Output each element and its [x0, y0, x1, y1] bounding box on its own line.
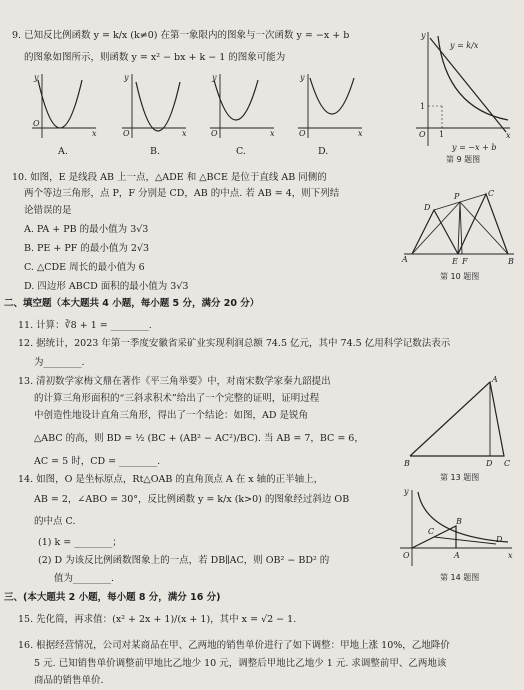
svg-text:B: B	[508, 257, 514, 266]
q13-figure-caption: 第 13 题图	[440, 473, 480, 482]
q12-line2: 为________.	[34, 357, 85, 368]
q16-line2: 5 元. 已知销售单价调整前甲地比乙地少 10 元，调整后甲地比乙地少 1 元. 求调整前甲、乙两地该	[34, 658, 447, 669]
svg-text:x: x	[92, 129, 97, 138]
q14-line2: AB = 2，∠ABO = 30°，反比例函数 y = k/x (k>0) 的图象经过斜边 OB	[34, 494, 350, 505]
svg-text:F: F	[462, 257, 468, 266]
q9-option-c-graph	[208, 70, 278, 142]
q10-option-b[interactable]: B. PE + PF 的最小值为 2√3	[24, 243, 150, 254]
q13-line2: 的计算三角形面积的“三斜求积术”给出了一个完整的证明，证明过程	[34, 393, 320, 404]
svg-text:O: O	[123, 129, 130, 138]
q10-line2: 两个等边三角形，点 P，F 分别是 CD，AB 的中点. 若 AB = 4，则下列结	[24, 188, 340, 199]
q9-fig-x-label: x	[506, 131, 511, 140]
q9-fig-y-label: y	[421, 31, 426, 40]
q9-line2: 的图象如图所示，则函数 y = x² − bx + k − 1 的图象可能为	[24, 52, 286, 63]
svg-text:O: O	[33, 119, 40, 128]
q10-line1: 10. 如图，E 是线段 AB 上一点，△ADE 和 △BCE 是位于直线 AB 同侧的	[12, 172, 327, 183]
q13-line5: AC = 5 时，CD = ________.	[34, 456, 161, 467]
svg-text:P: P	[454, 192, 460, 201]
svg-text:D: D	[486, 459, 493, 468]
q14-figure	[396, 486, 516, 570]
svg-text:x: x	[358, 129, 363, 138]
q10-option-c[interactable]: C. △CDE 周长的最小值为 6	[24, 262, 145, 273]
q13-line3: 中创造性地设计直角三角形，得出了一个结论：如图，AD 是锐角	[34, 410, 308, 421]
svg-text:y: y	[300, 73, 305, 82]
q10-figure	[400, 186, 518, 270]
q13-line4: △ABC 的高，则 BD = ½ (BC + (AB² − AC²)/BC). 当 AB = 7，BC = 6，	[34, 433, 364, 444]
q9-option-d-graph	[296, 70, 366, 142]
q9-option-b-label[interactable]: B.	[150, 146, 161, 157]
section2-title: 二、填空题（本大题共 4 小题，每小题 5 分，满分 20 分）	[4, 298, 260, 309]
svg-text:y: y	[34, 73, 39, 82]
q9-figure-caption: 第 9 题图	[446, 155, 481, 164]
q14-sub2a: (2) D 为该反比例函数图象上的一点，若 DB∥AC，则 OB² − BD² 的	[38, 555, 330, 566]
svg-text:y: y	[212, 73, 217, 82]
q11: 11. 计算：∛8 + 1 = ________.	[18, 320, 152, 331]
section3-title: 三、(本大题共 2 小题，每小题 8 分，满分 16 分)	[4, 592, 221, 603]
svg-text:D: D	[424, 203, 431, 212]
svg-text:C: C	[504, 459, 511, 468]
svg-text:x: x	[270, 129, 275, 138]
q9-fig-hyperbola-label: y = k/x	[450, 41, 479, 50]
q13-figure	[400, 372, 518, 470]
q15: 15. 先化简，再求值：(x² + 2x + 1)/(x + 1)，其中 x = √2 − 1.	[18, 614, 297, 625]
svg-text:D: D	[496, 535, 503, 544]
q16-line3: 商品的销售单价.	[34, 675, 104, 686]
q12-line1: 12. 据统计，2023 年第一季度安徽省采矿业实现利润总额 74.5 亿元，其中 74.5 亿用科学记数法表示	[18, 338, 451, 349]
q9-option-a-label[interactable]: A.	[58, 146, 68, 157]
q10-option-a[interactable]: A. PA + PB 的最小值为 3√3	[24, 224, 149, 235]
svg-text:O: O	[299, 129, 306, 138]
svg-text:C: C	[428, 527, 435, 536]
svg-text:E: E	[452, 257, 458, 266]
q9-figure	[412, 28, 514, 152]
q16-line1: 16. 根据经营情况，公司对某商品在甲、乙两地的销售单价进行了如下调整：甲地上涨 10%，乙地降价	[18, 640, 450, 651]
q9-option-c-label[interactable]: C.	[236, 146, 246, 157]
q9-fig-one-label: 1	[439, 130, 445, 139]
q10-figure-caption: 第 10 题图	[440, 272, 480, 281]
svg-text:1: 1	[420, 102, 426, 111]
q10-line3: 论错误的是	[24, 205, 72, 216]
q14-line1: 14. 如图，O 是坐标原点，Rt△OAB 的直角顶点 A 在 x 轴的正半轴上，	[18, 474, 324, 485]
q14-sub1: (1) k = ________；	[38, 537, 122, 548]
q9-option-d-label[interactable]: D.	[318, 146, 329, 157]
q13-line1: 13. 清初数学家梅文鼎在著作《平三角举要》中，对南宋数学家秦九韶提出	[18, 376, 331, 387]
svg-text:y: y	[124, 73, 129, 82]
q14-figure-caption: 第 14 题图	[440, 573, 480, 582]
svg-text:A: A	[454, 551, 460, 560]
q9-line1: 9. 已知反比例函数 y = k/x (k≠0) 在第一象限内的图象与一次函数 y = −x + b	[12, 30, 350, 41]
svg-text:x: x	[508, 551, 513, 560]
q14-line3: 的中点 C.	[34, 516, 76, 527]
svg-text:O: O	[403, 551, 410, 560]
svg-text:B: B	[404, 459, 410, 468]
q9-option-a-graph	[30, 70, 100, 142]
q9-fig-origin-label: O	[419, 130, 426, 139]
q14-sub2b: 值为________.	[54, 573, 115, 584]
svg-text:A: A	[402, 255, 408, 264]
svg-text:y: y	[404, 487, 409, 496]
svg-text:A: A	[492, 375, 498, 384]
svg-text:C: C	[488, 189, 495, 198]
q9-option-b-graph	[120, 70, 190, 142]
svg-text:x: x	[182, 129, 187, 138]
q9-fig-line-label: y = −x + b	[452, 143, 497, 152]
svg-text:O: O	[211, 129, 218, 138]
q10-option-d[interactable]: D. 四边形 ABCD 面积的最小值为 3√3	[24, 281, 189, 292]
svg-text:B: B	[456, 517, 462, 526]
